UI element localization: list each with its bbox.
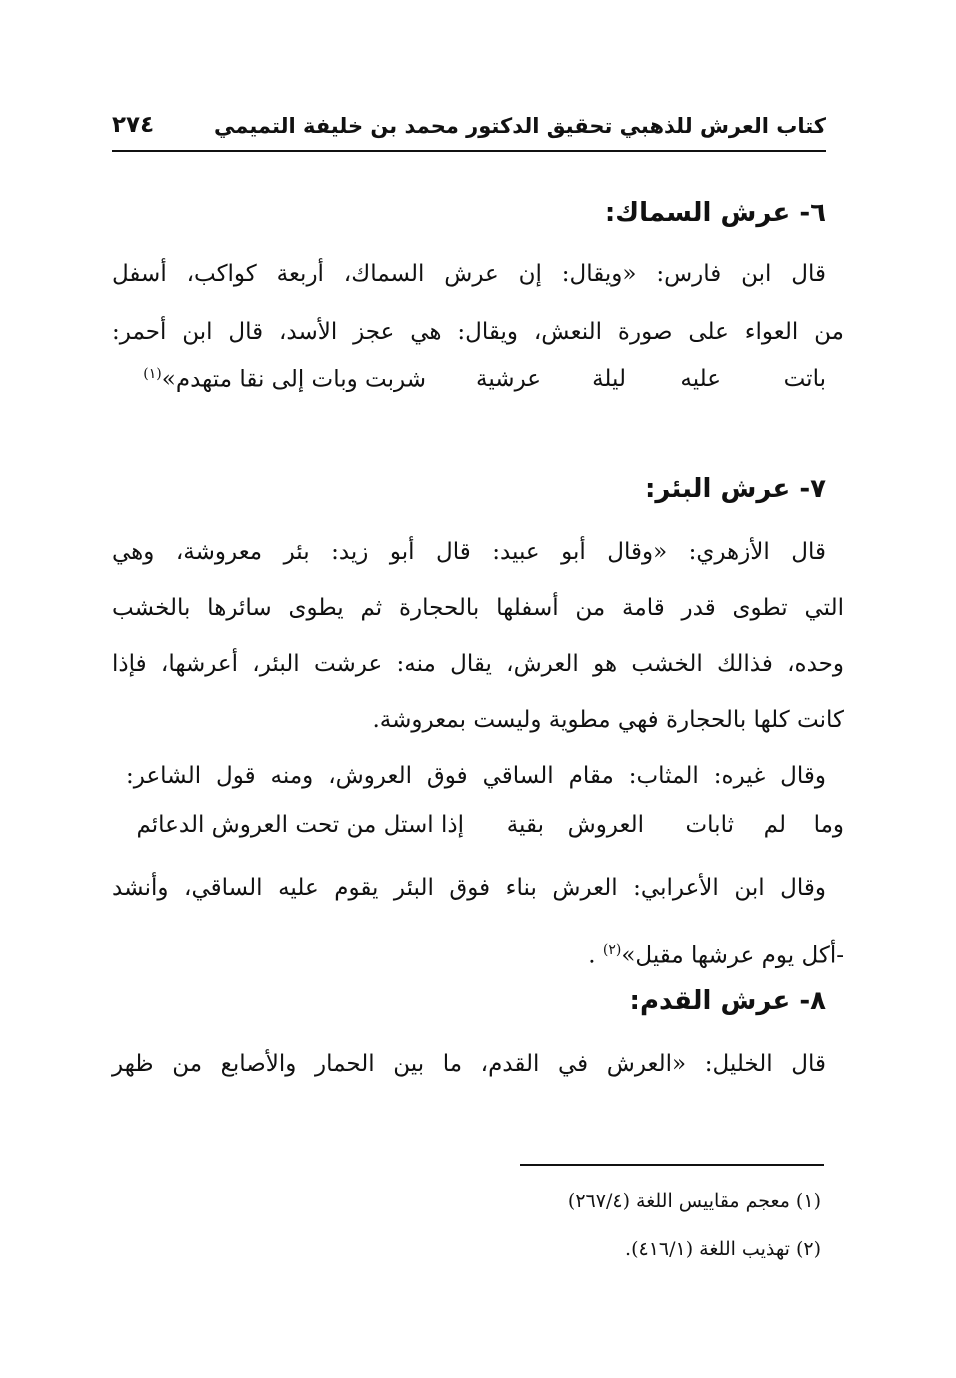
verse-text: شربت وبات إلى نقا متهدم» <box>161 366 426 393</box>
verse-word: ثابات <box>685 812 734 838</box>
body-line-final: -أكل يوم عرشها مقيل»$^{(٢)}$ . <box>588 942 844 969</box>
verse-word: ليلة <box>592 366 626 392</box>
verse-word: عليه <box>680 366 721 392</box>
body-line: وقال ابن الأعرابي: العرش بناء فوق البئر يقوم عليه الساقي، وأنشد <box>112 875 826 901</box>
body-line: قال الأزهري: «وقال أبو عبيد: قال أبو زيد: بئر معروشة، وهي <box>112 539 826 565</box>
header-rule <box>112 150 826 152</box>
verse-word: إذا استل من تحت العروش الدعائم <box>136 812 464 838</box>
body-line: من العواء على صورة النعش، ويقال: هي عجز الأسد، قال ابن أحمر: <box>112 319 845 345</box>
verse-word: لم <box>763 812 786 838</box>
footnote-ref: (٢) <box>602 942 622 958</box>
poetry-verse <box>112 366 826 406</box>
section-heading: ٨- عرش القدم: <box>629 986 826 1016</box>
footnote: (٢) تهذيب اللغة (٤١٦/١). <box>625 1238 821 1260</box>
body-line: قال الخليل: «العرش في القدم، ما بين الحمار والأصابع من ظهر <box>112 1051 826 1077</box>
body-line: كانت كلها بالحجارة فهي مطوية وليست بمعروشة. <box>372 707 844 733</box>
footnote-rule <box>520 1164 824 1166</box>
verse-hemistich <box>143 366 426 393</box>
verse-word: عرشية <box>476 366 541 392</box>
footnote-ref: (١) <box>143 366 162 382</box>
body-line: قال ابن فارس: «ويقال: إن عرش السماك، أربعة كواكب، أسفل <box>112 261 826 287</box>
body-line: وقال غيره: المثاب: مقام الساقي فوق العروش، ومنه قول الشاعر: <box>126 763 826 789</box>
verse-word: باتت <box>783 366 826 392</box>
section-heading: ٦- عرش السماك: <box>604 198 826 228</box>
header-title: كتاب العرش للذهبي تحقيق الدكتور محمد بن خليفة التميمي <box>214 114 826 138</box>
page-number: ٢٧٤ <box>112 112 155 138</box>
running-header <box>112 110 826 146</box>
footnote: (١) معجم مقاييس اللغة (٢٦٧/٤) <box>567 1190 821 1212</box>
body-line: التي تطوى قدر قامة من أسفلها بالحجارة ثم يطوى سائرها بالخشب <box>112 595 844 621</box>
verse-word: بقية <box>506 812 544 838</box>
verse-word: وما <box>813 812 844 838</box>
body-line: وحده، فذالك الخشب هو العرش، يقال منه: عرشت البئر، أعرشها، فإذا <box>112 651 844 677</box>
poetry-verse <box>112 812 844 852</box>
body-text: -أكل يوم عرشها مقيل» <box>621 942 844 969</box>
verse-word: العروش <box>567 812 644 838</box>
section-heading: ٧- عرش البئر: <box>644 474 826 504</box>
